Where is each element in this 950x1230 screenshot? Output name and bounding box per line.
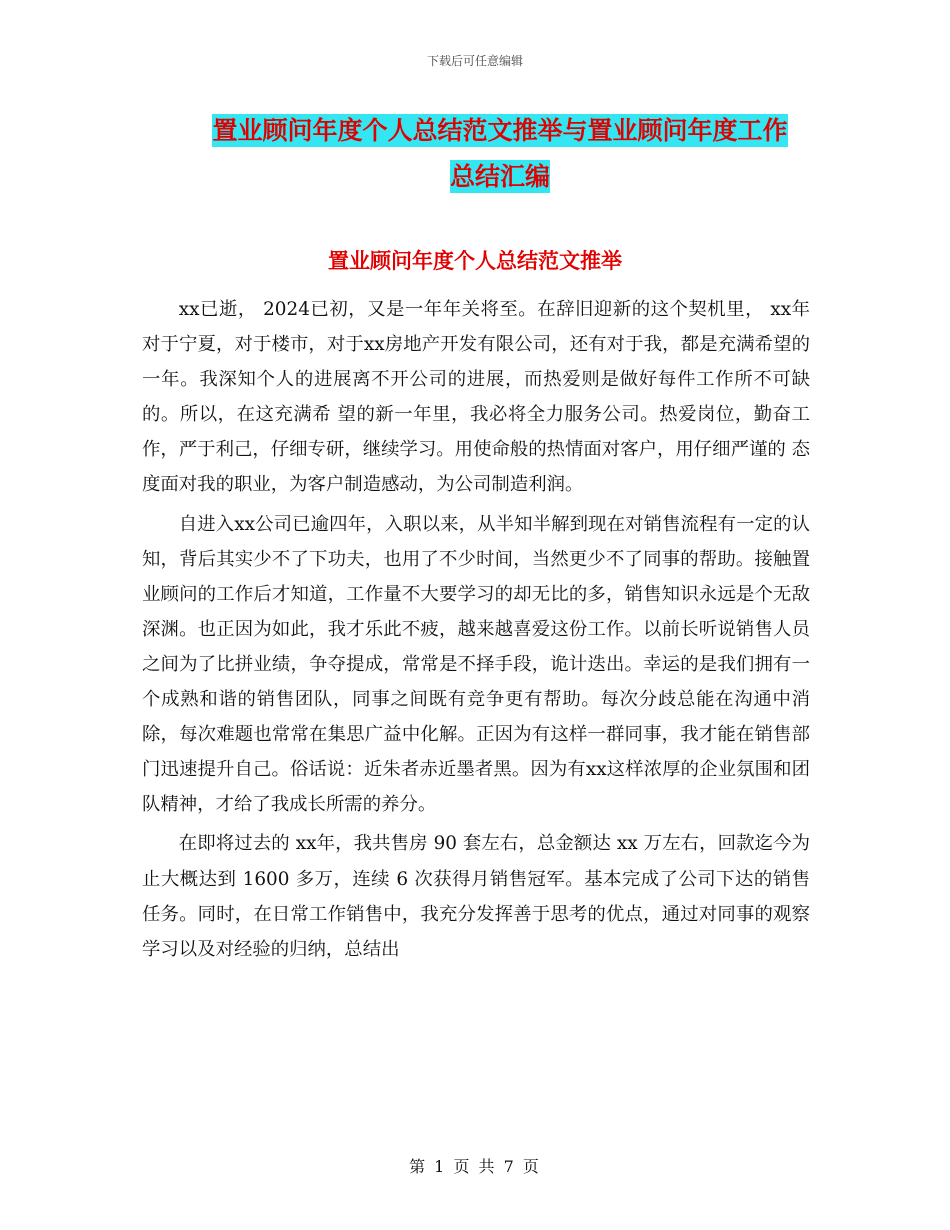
document-title-line-1: 置业顾问年度个人总结范文推举与置业顾问年度工作 <box>212 116 788 145</box>
paragraph-1: xx已逝， 2024已初，又是一年年关将至。在辞旧迎新的这个契机里， xx年对于宁夏，对于楼市，对于xx房地产开发有限公司，还有对于我，都是充满希望的一年。我深知个人的进展离不开公司的进展，而热爱则是做好每件工作所不可缺的。所以，在这充满希 望的新一年里，我必将全力服务公司。热爱岗位，勤奋工作，严于利己，仔细专研，继续学习。用使命般的热情面对客户，用仔细严谨的 态度面对我的职业，为客户制造感动，为公司制造利润。 <box>142 299 810 496</box>
document-body <box>142 292 810 967</box>
paragraph-3: 在即将过去的 xx年，我共售房 90 套左右，总金额达 xx 万左右，回款迄今为止大概达到 1600 多万，连续 6 次获得月销售冠军。基本完成了公司下达的销售任务。同时，在日常工作销售中，我充分发挥善于思考的优点，通过对同事的观察学习以及对经验的归纳，总结出 <box>142 833 810 960</box>
page-footer-page-number: 第 1 页 共 7 页 <box>409 1157 541 1176</box>
paragraph-2: 自进入xx公司已逾四年，入职以来，从半知半解到现在对销售流程有一定的认知，背后其实少不了下功夫，也用了不少时间，当然更少不了同事的帮助。接触置业顾问的工作后才知道，工作量不大要学习的却无比的多，销售知识永远是个无敌深渊。也正因为如此，我才乐此不疲，越来越喜爱这份工作。以前长听说销售人员之间为了比拼业绩，争夺提成，常常是不择手段，诡计迭出。幸运的是我们拥有一个成熟和谐的销售团队，同事之间既有竞争更有帮助。每次分歧总能在沟通中消除，每次难题也常常在集思广益中化解。正因为有这样一群同事，我才能在销售部门迅速提升自己。俗话说：近朱者赤近墨者黑。因为有xx这样浓厚的企业氛围和团队精神，才给了我成长所需的养分。 <box>142 513 810 816</box>
page-header-note: 下载后可任意编辑 <box>426 54 523 68</box>
section-title: 置业顾问年度个人总结范文推举 <box>328 249 622 273</box>
document-title-line-2: 总结汇编 <box>449 162 550 191</box>
document-title <box>180 108 820 200</box>
